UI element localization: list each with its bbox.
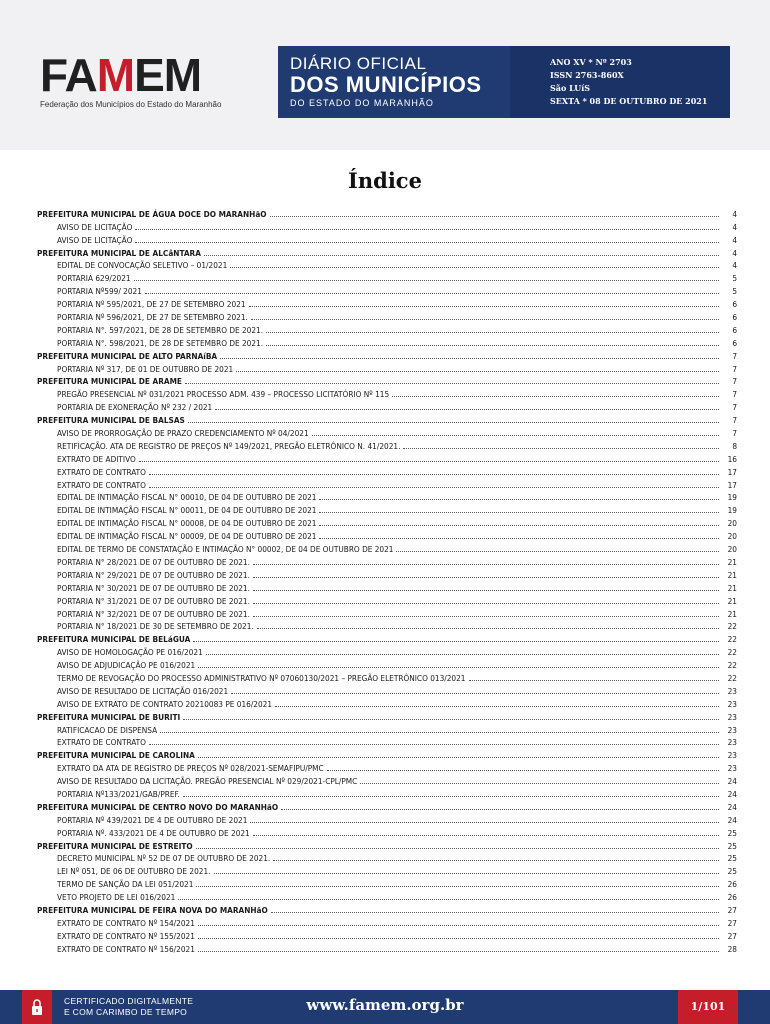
toc-page-number: 21 — [727, 608, 737, 619]
toc-page-number: 21 — [727, 569, 737, 580]
toc-entry-label: LEI Nº 051, DE 06 DE OUTUBRO DE 2021. — [57, 866, 211, 877]
toc-entry-label: TERMO DE SANÇÃO DA LEI 051/2021 — [57, 879, 194, 890]
toc-leader-dots — [312, 435, 719, 436]
toc-page-number: 23 — [727, 698, 737, 709]
toc-leader-dots — [396, 551, 719, 552]
toc-item-row[interactable] — [37, 760, 737, 773]
toc-page-number: 8 — [732, 440, 737, 451]
toc-entry-label: PREFEITURA MUNICIPAL DE ÁGUA DOCE DO MARANHãO — [37, 208, 267, 219]
toc-item-row[interactable] — [37, 915, 737, 928]
toc-leader-dots — [327, 770, 719, 771]
toc-leader-dots — [253, 590, 719, 591]
index-title: Índice — [348, 168, 422, 193]
toc-entry-label: EXTRATO DE CONTRATO Nº 154/2021 — [57, 917, 195, 928]
toc-entry-label: PORTARIA Nº. 433/2021 DE 4 DE OUTUBRO DE 2021 — [57, 827, 250, 838]
toc-entry-label: AVISO DE HOMOLOGAÇÃO PE 016/2021 — [57, 647, 203, 658]
toc-page-number: 17 — [727, 466, 737, 477]
edition-date: SEXTA * 08 DE OUTUBRO DE 2021 — [550, 96, 708, 106]
toc-item-row[interactable] — [37, 580, 737, 593]
toc-entry-label: PORTARIA Nº 439/2021 DE 4 DE OUTUBRO DE 2021 — [57, 814, 248, 825]
toc-item-row[interactable] — [37, 567, 737, 580]
toc-entry-label: PORTARIA 629/2021 — [57, 273, 131, 284]
toc-entry-label: PREGÃO PRESENCIAL Nº 031/2021 PROCESSO ADM. 439 – PROCESSO LICITATÓRIO Nº 115 — [57, 389, 390, 400]
toc-leader-dots — [392, 396, 719, 397]
toc-leader-dots — [183, 719, 719, 720]
toc-section-row[interactable] — [37, 245, 737, 258]
toc-item-row[interactable] — [37, 515, 737, 528]
toc-entry-label: PREFEITURA MUNICIPAL DE BALSAS — [37, 415, 185, 426]
toc-page-number: 6 — [732, 324, 737, 335]
toc-item-row[interactable] — [37, 386, 737, 399]
toc-page-number: 23 — [727, 711, 737, 722]
toc-page-number: 22 — [727, 660, 737, 671]
toc-item-row[interactable] — [37, 309, 737, 322]
toc-entry-label: EXTRATO DE CONTRATO Nº 156/2021 — [57, 943, 195, 954]
toc-section-row[interactable] — [37, 206, 737, 219]
toc-leader-dots — [183, 796, 719, 797]
toc-page-number: 4 — [732, 234, 737, 245]
toc-entry-label: AVISO DE ADJUDICAÇÃO PE 016/2021 — [57, 660, 196, 671]
toc-item-row[interactable] — [37, 270, 737, 283]
toc-page-number: 20 — [727, 544, 737, 555]
toc-leader-dots — [220, 358, 719, 359]
toc-page-number: 5 — [732, 286, 737, 297]
toc-entry-label: DECRETO MUNICIPAL Nº 52 DE 07 DE OUTUBRO DE 2021. — [57, 853, 271, 864]
toc-leader-dots — [253, 603, 719, 604]
toc-page-number: 22 — [727, 634, 737, 645]
toc-entry-label: EDITAL DE CONVOCAÇÃO SELETIVO – 01/2021 — [57, 260, 228, 271]
page-footer — [0, 990, 770, 1024]
toc-item-row[interactable] — [37, 941, 737, 954]
toc-page-number: 24 — [727, 801, 737, 812]
toc-item-row[interactable] — [37, 541, 737, 554]
toc-item-row[interactable] — [37, 928, 737, 941]
toc-page-number: 19 — [727, 505, 737, 516]
toc-page-number: 7 — [732, 389, 737, 400]
toc-entry-label: PREFEITURA MUNICIPAL DE CENTRO NOVO DO MARANHãO — [37, 801, 279, 812]
toc-page-number: 17 — [727, 479, 737, 490]
toc-leader-dots — [134, 280, 719, 281]
toc-page-number: 6 — [732, 337, 737, 348]
toc-entry-label: PORTARIA N° 18/2021 DE 30 DE SETEMBRO DE 2021. — [57, 621, 254, 632]
toc-leader-dots — [204, 255, 719, 256]
city: São LUíS — [550, 83, 591, 93]
toc-entry-label: PORTARIA DE EXONERAÇÃO Nº 232 / 2021 — [57, 402, 213, 413]
toc-leader-dots — [319, 499, 719, 500]
toc-leader-dots — [253, 835, 719, 836]
certificate-line2: E COM CARIMBO DE TEMPO — [64, 1007, 188, 1017]
toc-entry-label: EXTRATO DE CONTRATO — [57, 737, 146, 748]
famem-logo — [40, 49, 270, 112]
toc-page-number: 4 — [732, 221, 737, 232]
toc-leader-dots — [196, 886, 719, 887]
toc-item-row[interactable] — [37, 773, 737, 786]
toc-leader-dots — [149, 487, 719, 488]
toc-page-number: 7 — [732, 415, 737, 426]
banner-title-line2: DOS MUNICÍPIOS — [290, 72, 482, 97]
toc-page-number: 7 — [732, 402, 737, 413]
toc-page-number: 24 — [727, 776, 737, 787]
toc-page-number: 21 — [727, 595, 737, 606]
toc-item-row[interactable] — [37, 722, 737, 735]
toc-item-row[interactable] — [37, 554, 737, 567]
website-link[interactable]: www.famem.org.br — [306, 996, 464, 1014]
toc-leader-dots — [266, 345, 719, 346]
toc-section-row[interactable] — [37, 799, 737, 812]
toc-page-number: 23 — [727, 724, 737, 735]
toc-page-number: 7 — [732, 428, 737, 439]
toc-page-number: 26 — [727, 892, 737, 903]
toc-entry-label: EXTRATO DE CONTRATO — [57, 479, 146, 490]
toc-item-row[interactable] — [37, 889, 737, 902]
toc-page-number: 24 — [727, 814, 737, 825]
toc-item-row[interactable] — [37, 657, 737, 670]
toc-page-number: 19 — [727, 492, 737, 503]
toc-entry-label: EXTRATO DE CONTRATO Nº 155/2021 — [57, 930, 195, 941]
toc-leader-dots — [266, 332, 719, 333]
toc-leader-dots — [253, 616, 719, 617]
toc-page-number: 21 — [727, 556, 737, 567]
certificate-line1: CERTIFICADO DIGITALMENTE — [64, 996, 194, 1006]
toc-leader-dots — [403, 448, 719, 449]
toc-leader-dots — [145, 293, 719, 294]
toc-item-row[interactable] — [37, 219, 737, 232]
toc-item-row[interactable] — [37, 619, 737, 632]
toc-item-row[interactable] — [37, 812, 737, 825]
toc-leader-dots — [249, 306, 719, 307]
toc-item-row[interactable] — [37, 786, 737, 799]
toc-leader-dots — [215, 409, 719, 410]
toc-item-row[interactable] — [37, 335, 737, 348]
toc-page-number: 26 — [727, 879, 737, 890]
toc-entry-label: RETIFICAÇÃO. ATA DE REGISTRO DE PREÇOS Nº 149/2021, PREGÃO ELETRÔNICO N. 41/2021. — [57, 440, 401, 451]
table-of-contents — [37, 206, 737, 954]
toc-leader-dots — [250, 822, 719, 823]
toc-page-number: 22 — [727, 647, 737, 658]
toc-section-row[interactable] — [37, 631, 737, 644]
toc-section-row[interactable] — [37, 348, 737, 361]
toc-leader-dots — [188, 422, 719, 423]
toc-item-row[interactable] — [37, 477, 737, 490]
toc-item-row[interactable] — [37, 322, 737, 335]
toc-entry-label: PORTARIA Nº 595/2021, DE 27 DE SETEMBRO 2021 — [57, 299, 246, 310]
toc-item-row[interactable] — [37, 425, 737, 438]
toc-entry-label: PREFEITURA MUNICIPAL DE CAROLINA — [37, 750, 195, 761]
toc-item-row[interactable] — [37, 258, 737, 271]
toc-entry-label: PORTARIA Nº 317, DE 01 DE OUTUBRO DE 2021 — [57, 363, 234, 374]
edition-info — [550, 56, 707, 108]
issn: ISSN 2763-860X — [550, 70, 624, 80]
toc-item-row[interactable] — [37, 670, 737, 683]
toc-leader-dots — [270, 216, 719, 217]
toc-leader-dots — [185, 383, 719, 384]
toc-entry-label: PREFEITURA MUNICIPAL DE FEIRA NOVA DO MARANHãO — [37, 904, 268, 915]
toc-entry-label: EXTRATO DE ADITIVO — [57, 453, 136, 464]
toc-entry-label: AVISO DE RESULTADO DA LICITAÇÃO. PREGÃO PRESENCIAL Nº 029/2021-CPL/PMC — [57, 776, 358, 787]
toc-entry-label: PREFEITURA MUNICIPAL DE ALTO PARNAíBA — [37, 350, 218, 361]
toc-leader-dots — [135, 242, 719, 243]
toc-entry-label: PORTARIA N°. 598/2021, DE 28 DE SETEMBRO DE 2021. — [57, 337, 264, 348]
page-header — [0, 0, 770, 150]
toc-item-row[interactable] — [37, 644, 737, 657]
toc-section-row[interactable] — [37, 902, 737, 915]
toc-page-number: 25 — [727, 866, 737, 877]
toc-item-row[interactable] — [37, 232, 737, 245]
toc-entry-label: AVISO DE LICITAÇÃO — [57, 234, 133, 245]
toc-entry-label: PORTARIA N° 31/2021 DE 07 DE OUTUBRO DE 2021. — [57, 595, 250, 606]
toc-leader-dots — [253, 577, 719, 578]
toc-entry-label: TERMO DE REVOGAÇÃO DO PROCESSO ADMINISTRATIVO Nº 07060130/2021 – PREGÃO ELETRÔNICO 013/2021 — [57, 672, 466, 683]
toc-section-row[interactable] — [37, 838, 737, 851]
toc-page-number: 16 — [727, 453, 737, 464]
toc-entry-label: EDITAL DE INTIMAÇÃO FISCAL N° 00011, DE 04 DE OUTUBRO DE 2021 — [57, 505, 317, 516]
toc-entry-label: EDITAL DE INTIMAÇÃO FISCAL N° 00008, DE 04 DE OUTUBRO DE 2021 — [57, 518, 317, 529]
toc-entry-label: PREFEITURA MUNICIPAL DE BELáGUA — [37, 634, 191, 645]
toc-leader-dots — [469, 680, 720, 681]
toc-item-row[interactable] — [37, 296, 737, 309]
journal-banner — [278, 46, 730, 118]
toc-item-row[interactable] — [37, 825, 737, 838]
toc-entry-label: PORTARIA Nº599/ 2021 — [57, 286, 142, 297]
toc-item-row[interactable] — [37, 502, 737, 515]
toc-page-number: 22 — [727, 672, 737, 683]
toc-section-row[interactable] — [37, 747, 737, 760]
toc-leader-dots — [193, 641, 719, 642]
toc-page-number: 23 — [727, 737, 737, 748]
toc-item-row[interactable] — [37, 490, 737, 503]
toc-entry-label: RATIFICACAO DE DISPENSA — [57, 724, 158, 735]
toc-section-row[interactable] — [37, 374, 737, 387]
toc-entry-label: AVISO DE EXTRATO DE CONTRATO 20210083 PE 016/2021 — [57, 698, 273, 709]
toc-leader-dots — [198, 951, 719, 952]
toc-leader-dots — [236, 371, 719, 372]
toc-page-number: 7 — [732, 350, 737, 361]
toc-leader-dots — [149, 744, 719, 745]
toc-item-row[interactable] — [37, 399, 737, 412]
toc-entry-label: AVISO DE RESULTADO DE LICITAÇÃO 016/2021 — [57, 685, 229, 696]
toc-item-row[interactable] — [37, 683, 737, 696]
toc-leader-dots — [319, 538, 719, 539]
toc-section-row[interactable] — [37, 709, 737, 722]
toc-leader-dots — [253, 564, 719, 565]
toc-item-row[interactable] — [37, 361, 737, 374]
edition-number: ANO XV * Nº 2703 — [550, 57, 632, 67]
toc-leader-dots — [257, 628, 719, 629]
toc-entry-label: EDITAL DE TERMO DE CONSTATAÇÃO E INTIMAÇÃO N° 00002, DE 04 DE OUTUBRO DE 2021 — [57, 544, 394, 555]
toc-leader-dots — [251, 319, 719, 320]
toc-page-number: 28 — [727, 943, 737, 954]
toc-item-row[interactable] — [37, 876, 737, 889]
toc-entry-label: PREFEITURA MUNICIPAL DE ARAME — [37, 376, 182, 387]
toc-item-row[interactable] — [37, 735, 737, 748]
toc-leader-dots — [231, 693, 719, 694]
toc-entry-label: PORTARIA N° 28/2021 DE 07 DE OUTUBRO DE 2021. — [57, 556, 250, 567]
toc-page-number: 20 — [727, 531, 737, 542]
page-number: 1/101 — [678, 990, 738, 1024]
toc-leader-dots — [319, 512, 719, 513]
toc-leader-dots — [281, 809, 719, 810]
toc-leader-dots — [271, 912, 719, 913]
toc-item-row[interactable] — [37, 696, 737, 709]
toc-leader-dots — [360, 783, 719, 784]
toc-page-number: 21 — [727, 582, 737, 593]
toc-entry-label: PREFEITURA MUNICIPAL DE BURITI — [37, 711, 181, 722]
toc-leader-dots — [214, 873, 720, 874]
toc-page-number: 24 — [727, 788, 737, 799]
toc-leader-dots — [139, 461, 719, 462]
toc-page-number: 20 — [727, 518, 737, 529]
toc-item-row[interactable] — [37, 528, 737, 541]
toc-page-number: 25 — [727, 840, 737, 851]
toc-page-number: 7 — [732, 363, 737, 374]
toc-item-row[interactable] — [37, 593, 737, 606]
toc-leader-dots — [198, 938, 719, 939]
toc-entry-label: EDITAL DE INTIMAÇÃO FISCAL N° 00010, DE 04 DE OUTUBRO DE 2021 — [57, 492, 317, 503]
toc-page-number: 5 — [732, 273, 737, 284]
toc-leader-dots — [230, 267, 719, 268]
toc-page-number: 27 — [727, 930, 737, 941]
toc-entry-label: EXTRATO DE CONTRATO — [57, 466, 146, 477]
toc-entry-label: VETO PROJETO DE LEI 016/2021 — [57, 892, 176, 903]
toc-page-number: 4 — [732, 208, 737, 219]
toc-entry-label: PORTARIA N°. 597/2021, DE 28 DE SETEMBRO DE 2021. — [57, 324, 264, 335]
banner-title-line1: DIÁRIO OFICIAL — [290, 54, 427, 73]
toc-leader-dots — [198, 925, 719, 926]
toc-page-number: 22 — [727, 621, 737, 632]
toc-entry-label: PREFEITURA MUNICIPAL DE ESTREITO — [37, 840, 193, 851]
toc-leader-dots — [178, 899, 719, 900]
toc-leader-dots — [275, 706, 719, 707]
toc-entry-label: PORTARIA Nº 596/2021, DE 27 DE SETEMBRO 2021. — [57, 312, 248, 323]
toc-entry-label: AVISO DE LICITAÇÃO — [57, 221, 133, 232]
toc-page-number: 23 — [727, 763, 737, 774]
toc-item-row[interactable] — [37, 451, 737, 464]
toc-leader-dots — [149, 474, 719, 475]
toc-item-row[interactable] — [37, 438, 737, 451]
toc-page-number: 23 — [727, 685, 737, 696]
toc-entry-label: EDITAL DE INTIMAÇÃO FISCAL N° 00009, DE 04 DE OUTUBRO DE 2021 — [57, 531, 317, 542]
toc-page-number: 27 — [727, 904, 737, 915]
toc-item-row[interactable] — [37, 851, 737, 864]
toc-item-row[interactable] — [37, 464, 737, 477]
toc-entry-label: PREFEITURA MUNICIPAL DE ALCâNTARA — [37, 247, 201, 258]
logo-wordmark: FAMEM — [40, 49, 202, 101]
toc-entry-label: PORTARIA N° 30/2021 DE 07 DE OUTUBRO DE 2021. — [57, 582, 250, 593]
toc-entry-label: PORTARIA Nº133/2021/GAB/PREF. — [57, 788, 180, 799]
toc-page-number: 27 — [727, 917, 737, 928]
toc-leader-dots — [319, 525, 719, 526]
toc-entry-label: PORTARIA N° 29/2021 DE 07 DE OUTUBRO DE 2021. — [57, 569, 250, 580]
toc-item-row[interactable] — [37, 606, 737, 619]
toc-item-row[interactable] — [37, 283, 737, 296]
toc-leader-dots — [206, 654, 719, 655]
toc-entry-label: EXTRATO DA ATA DE REGISTRO DE PREÇOS Nº 028/2021-SEMAFIPU/PMC — [57, 763, 324, 774]
toc-entry-label: AVISO DE PRORROGAÇÃO DE PRAZO CREDENCIAMENTO Nº 04/2021 — [57, 428, 309, 439]
toc-page-number: 25 — [727, 827, 737, 838]
toc-section-row[interactable] — [37, 412, 737, 425]
toc-entry-label: PORTARIA N° 32/2021 DE 07 DE OUTUBRO DE 2021. — [57, 608, 250, 619]
toc-leader-dots — [135, 229, 719, 230]
toc-leader-dots — [273, 860, 719, 861]
toc-leader-dots — [160, 732, 719, 733]
logo-subtitle: Federação dos Municípios do Estado do Maranhão — [40, 100, 222, 109]
toc-page-number: 25 — [727, 853, 737, 864]
banner-title-line3: DO ESTADO DO MARANHÃO — [290, 98, 434, 108]
toc-page-number: 4 — [732, 260, 737, 271]
toc-page-number: 6 — [732, 299, 737, 310]
toc-page-number: 4 — [732, 247, 737, 258]
toc-leader-dots — [198, 757, 719, 758]
toc-leader-dots — [196, 848, 719, 849]
toc-page-number: 6 — [732, 312, 737, 323]
toc-page-number: 23 — [727, 750, 737, 761]
toc-leader-dots — [198, 667, 719, 668]
toc-page-number: 7 — [732, 376, 737, 387]
toc-item-row[interactable] — [37, 863, 737, 876]
